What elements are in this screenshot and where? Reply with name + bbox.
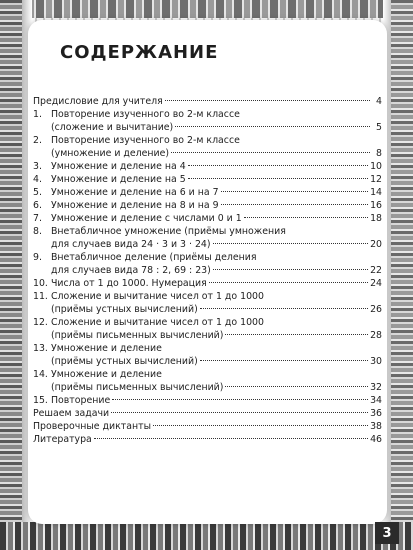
toc-entry-line xyxy=(33,433,382,446)
toc-entry xyxy=(33,134,382,160)
toc-page-number: 8 xyxy=(376,148,382,159)
page-number: 3 xyxy=(375,522,399,544)
toc-page-number: 14 xyxy=(370,187,382,198)
toc-entry-title: Числа от 1 до 1000. Нумерация xyxy=(51,278,207,289)
toc-entry-line xyxy=(33,134,382,147)
toc-entry-line xyxy=(33,342,382,355)
toc-entry-title: Сложение и вычитание чисел от 1 до 1000 xyxy=(51,291,264,302)
toc-entry-number: 3. xyxy=(33,161,42,172)
toc-entry xyxy=(33,368,382,394)
toc-entry xyxy=(33,290,382,316)
toc-entry xyxy=(33,342,382,368)
toc-page-number: 12 xyxy=(370,174,382,185)
toc-entry-line xyxy=(33,407,382,420)
toc-entry xyxy=(33,199,382,212)
toc-entry-line xyxy=(33,212,382,225)
table-of-contents xyxy=(33,95,382,446)
toc-entry-line xyxy=(33,368,382,381)
toc-leader-dots xyxy=(153,424,368,426)
toc-entry xyxy=(33,394,382,407)
toc-entry-number: 12. xyxy=(33,317,48,328)
toc-entry-number: 6. xyxy=(33,200,42,211)
toc-entry xyxy=(33,160,382,173)
toc-entry-number: 9. xyxy=(33,252,42,263)
toc-entry-title: Повторение изученного во 2-м классе xyxy=(51,135,240,146)
toc-entry-title: Умножение и деление на 4 xyxy=(51,161,186,172)
toc-page-number: 32 xyxy=(370,382,382,393)
toc-entry xyxy=(33,251,382,277)
toc-entry-title: (приёмы устных вычислений) xyxy=(51,356,198,367)
toc-leader-dots xyxy=(221,203,368,205)
toc-leader-dots xyxy=(112,398,368,400)
toc-entry-number: 11. xyxy=(33,291,48,302)
toc-entry-title: Повторение xyxy=(51,395,111,406)
toc-entry-number: 14. xyxy=(33,369,48,380)
top-border-strip xyxy=(0,0,413,18)
toc-entry xyxy=(33,173,382,186)
bottom-border-strip xyxy=(0,522,413,550)
toc-entry-line xyxy=(33,121,382,134)
toc-entry-line xyxy=(33,277,382,290)
toc-entry xyxy=(33,433,382,446)
toc-entry-line xyxy=(33,264,382,277)
toc-leader-dots xyxy=(171,151,370,153)
toc-leader-dots xyxy=(94,437,368,439)
toc-entry-line xyxy=(33,199,382,212)
toc-entry-line xyxy=(33,290,382,303)
toc-entry-line xyxy=(33,394,382,407)
toc-entry-number: 15. xyxy=(33,395,48,406)
toc-page-number: 30 xyxy=(370,356,382,367)
page-title: СОДЕРЖАНИЕ xyxy=(60,42,219,63)
toc-leader-dots xyxy=(165,99,370,101)
toc-entry xyxy=(33,95,382,108)
toc-leader-dots xyxy=(111,411,368,413)
toc-entry-title: Решаем задачи xyxy=(33,408,110,419)
toc-entry-title: Умножение и деление на 8 и на 9 xyxy=(51,200,219,211)
toc-leader-dots xyxy=(188,177,368,179)
toc-entry-title: Внетабличное деление (приёмы деления xyxy=(51,252,257,263)
toc-entry-line xyxy=(33,186,382,199)
toc-entry-title: для случаев вида 24 · 3 и 3 · 24) xyxy=(51,239,211,250)
toc-entry-line xyxy=(33,95,382,108)
toc-entry-title: для случаев вида 78 : 2, 69 : 23) xyxy=(51,265,211,276)
toc-page-number: 4 xyxy=(376,96,382,107)
toc-entry-number: 1. xyxy=(33,109,42,120)
toc-entry-line xyxy=(33,251,382,264)
toc-leader-dots xyxy=(175,125,370,127)
toc-entry-title: Умножение и деление с числами 0 и 1 xyxy=(51,213,242,224)
toc-entry-title: Повторение изученного во 2-м классе xyxy=(51,109,240,120)
toc-entry xyxy=(33,225,382,251)
toc-entry-title: Предисловие для учителя xyxy=(33,96,163,107)
toc-page-number: 26 xyxy=(370,304,382,315)
toc-entry-line xyxy=(33,173,382,186)
toc-page-number: 18 xyxy=(370,213,382,224)
right-border-strip xyxy=(391,0,413,550)
toc-entry xyxy=(33,277,382,290)
toc-entry-number: 8. xyxy=(33,226,42,237)
toc-page-number: 16 xyxy=(370,200,382,211)
toc-entry-number: 5. xyxy=(33,187,42,198)
toc-entry-title: Умножение и деление на 6 и на 7 xyxy=(51,187,219,198)
toc-entry-line xyxy=(33,238,382,251)
toc-leader-dots xyxy=(244,216,368,218)
toc-entry xyxy=(33,108,382,134)
toc-entry-title: (сложение и вычитание) xyxy=(51,122,174,133)
toc-leader-dots xyxy=(213,242,369,244)
toc-page-number: 5 xyxy=(376,122,382,133)
toc-entry-line xyxy=(33,355,382,368)
toc-entry-number: 7. xyxy=(33,213,42,224)
toc-page-number: 36 xyxy=(370,408,382,419)
toc-leader-dots xyxy=(209,281,368,283)
toc-page-number: 28 xyxy=(370,330,382,341)
toc-entry-number: 4. xyxy=(33,174,42,185)
toc-entry-line xyxy=(33,160,382,173)
toc-entry-title: Умножение и деление xyxy=(51,369,162,380)
toc-entry-title: Сложение и вычитание чисел от 1 до 1000 xyxy=(51,317,264,328)
toc-entry-line xyxy=(33,316,382,329)
toc-entry-title: (умножение и деление) xyxy=(51,148,170,159)
toc-entry-line xyxy=(33,147,382,160)
toc-entry xyxy=(33,186,382,199)
toc-page-number: 24 xyxy=(370,278,382,289)
toc-entry xyxy=(33,420,382,433)
toc-leader-dots xyxy=(213,268,368,270)
toc-entry-line xyxy=(33,420,382,433)
toc-entry-line xyxy=(33,225,382,238)
toc-entry-line xyxy=(33,329,382,342)
toc-page-number: 22 xyxy=(370,265,382,276)
toc-entry-title: Литература xyxy=(33,434,92,445)
toc-leader-dots xyxy=(225,385,368,387)
toc-entry xyxy=(33,316,382,342)
toc-entry-title: (приёмы письменных вычислений) xyxy=(51,382,224,393)
toc-leader-dots xyxy=(200,307,368,309)
toc-entry-line xyxy=(33,381,382,394)
toc-entry-number: 10. xyxy=(33,278,48,289)
toc-entry-line xyxy=(33,303,382,316)
toc-entry xyxy=(33,407,382,420)
toc-leader-dots xyxy=(200,359,368,361)
toc-page-number: 10 xyxy=(370,161,382,172)
toc-entry-line xyxy=(33,108,382,121)
toc-entry-title: Внетабличное умножение (приёмы умножения xyxy=(51,226,286,237)
toc-page-number: 34 xyxy=(370,395,382,406)
left-border-strip xyxy=(0,0,22,550)
toc-entry-title: Умножение и деление на 5 xyxy=(51,174,186,185)
toc-page-number: 38 xyxy=(370,421,382,432)
toc-leader-dots xyxy=(221,190,368,192)
toc-page-number: 20 xyxy=(370,239,382,250)
toc-entry-title: (приёмы устных вычислений) xyxy=(51,304,198,315)
toc-entry xyxy=(33,212,382,225)
toc-leader-dots xyxy=(225,333,368,335)
toc-leader-dots xyxy=(188,164,368,166)
toc-page-number: 46 xyxy=(370,434,382,445)
toc-entry-number: 2. xyxy=(33,135,42,146)
toc-entry-title: (приёмы письменных вычислений) xyxy=(51,330,224,341)
toc-entry-title: Умножение и деление xyxy=(51,343,162,354)
toc-entry-title: Проверочные диктанты xyxy=(33,421,151,432)
toc-entry-number: 13. xyxy=(33,343,48,354)
